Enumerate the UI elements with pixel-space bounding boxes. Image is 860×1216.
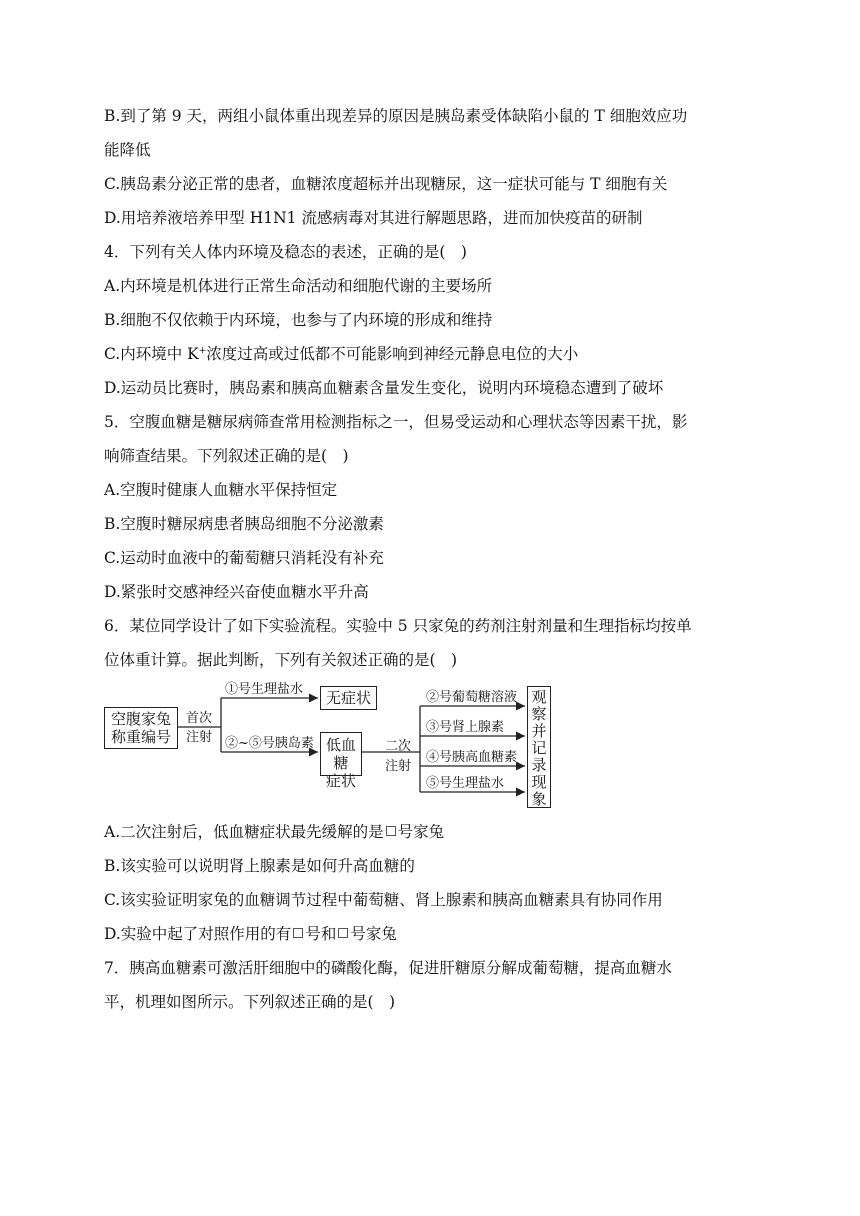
end-char: 录 xyxy=(531,756,547,774)
q6-option-b: B.该实验可以说明肾上腺素是如何升高血糖的 xyxy=(104,857,415,875)
low-sugar-line2: 症状 xyxy=(325,772,356,790)
q3-option-b-line1: B.到了第 9 天，两组小鼠体重出现差异的原因是胰岛素受体缺陷小鼠的 T 细胞效应功 xyxy=(104,107,688,125)
q6-option-d-part1: D.实验中起了对照作用的有 xyxy=(104,925,292,943)
q6-stem-line2: 位体重计算。据此判断，下列有关叙述正确的是( ) xyxy=(104,651,458,669)
second-injection-line2: 注射 xyxy=(385,759,412,774)
blank-square-icon xyxy=(386,826,396,836)
q4-option-c-part2: 浓度过高或过低都不可能影响到神经元静息电位的大小 xyxy=(206,345,579,363)
blank-square-icon xyxy=(293,928,303,938)
q5-stem-line2: 响筛查结果。下列叙述正确的是( ) xyxy=(104,447,349,465)
k-plus-superscript: + xyxy=(198,346,207,356)
end-char: 现 xyxy=(531,773,547,791)
second-injection-line1: 二次 xyxy=(385,739,412,754)
q5-option-a: A.空腹时健康人血糖水平保持恒定 xyxy=(104,481,338,499)
q5-option-b: B.空腹时糖尿病患者胰岛细胞不分泌激素 xyxy=(104,515,384,533)
q5-option-d: D.紧张时交感神经兴奋使血糖水平升高 xyxy=(104,583,369,601)
q7-stem-line1: 7．胰高血糖素可激活肝细胞中的磷酸化酶，促进肝糖原分解成葡萄糖，提高血糖水 xyxy=(104,959,672,977)
second-label-5: ⑤号生理盐水 xyxy=(426,776,505,791)
q4-stem: 4．下列有关人体内环境及稳态的表述，正确的是( ) xyxy=(104,243,467,261)
low-blood-sugar-box xyxy=(320,732,362,790)
q4-option-d: D.运动员比赛时，胰岛素和胰高血糖素含量发生变化，说明内环境稳态遭到了破坏 xyxy=(104,379,664,397)
no-symptom-box: 无症状 xyxy=(320,686,377,710)
second-injection-label xyxy=(385,737,411,777)
q6-option-d-part3: 号家兔 xyxy=(350,925,397,943)
observe-record-text xyxy=(528,689,550,808)
first-injection-line1: 首次 xyxy=(186,711,213,726)
end-char: 观 xyxy=(531,688,547,706)
q4-option-a: A.内环境是机体进行正常生命活动和细胞代谢的主要场所 xyxy=(104,277,493,295)
end-char: 记 xyxy=(531,739,547,757)
low-sugar-line1: 低血糖 xyxy=(325,736,356,772)
q6-option-c: C.该实验证明家兔的血糖调节过程中葡萄糖、肾上腺素和胰高血糖素具有协同作用 xyxy=(104,891,663,909)
start-box xyxy=(104,707,178,749)
q6-option-a xyxy=(104,822,444,842)
start-box-line1: 空腹家兔 xyxy=(110,710,171,728)
first-injection-line2: 注射 xyxy=(186,730,213,745)
q5-option-c: C.运动时血液中的葡萄糖只消耗没有补充 xyxy=(104,549,384,567)
q5-stem-line1: 5．空腹血糖是糖尿病筛查常用检测指标之一，但易受运动和心理状态等因素干扰，影 xyxy=(104,413,688,431)
observe-record-box xyxy=(527,686,551,808)
q6-option-a-part2: 号家兔 xyxy=(397,823,445,841)
q6-option-d xyxy=(104,924,397,944)
second-label-2: ②号葡萄糖溶液 xyxy=(426,690,518,705)
q6-option-d-part2: 号和 xyxy=(305,925,337,943)
q6-stem-line1: 6．某位同学设计了如下实验流程。实验中 5 只家兔的药剂注射剂量和生理指标均按单 xyxy=(104,617,692,635)
branch2-label: ②~⑤号胰岛素 xyxy=(225,736,314,751)
start-box-line2: 称重编号 xyxy=(110,728,171,746)
q4-option-c-part1: C.内环境中 K xyxy=(104,345,199,363)
q4-option-b: B.细胞不仅依赖于内环境，也参与了内环境的形成和维持 xyxy=(104,311,493,329)
q6-option-a-part1: A.二次注射后，低血糖症状最先缓解的是 xyxy=(104,823,384,841)
first-injection-label xyxy=(186,709,212,747)
q3-option-b-line2: 能降低 xyxy=(104,141,151,159)
q3-option-d: D.用培养液培养甲型 H1N1 流感病毒对其进行解题思路，进而加快疫苗的研制 xyxy=(104,209,643,227)
q7-stem-line2: 平，机理如图所示。下列叙述正确的是( ) xyxy=(104,993,396,1011)
branch1-label: ①号生理盐水 xyxy=(225,682,304,697)
second-label-4: ④号胰高血糖素 xyxy=(426,750,518,765)
end-char: 并 xyxy=(531,722,547,740)
blank-square-icon xyxy=(338,928,348,938)
second-label-3: ③号肾上腺素 xyxy=(426,720,505,735)
end-char: 象 xyxy=(531,790,547,808)
end-char: 察 xyxy=(531,705,547,723)
q3-option-c: C.胰岛素分泌正常的患者，血糖浓度超标并出现糖尿，这一症状可能与 T 细胞有关 xyxy=(104,175,668,193)
